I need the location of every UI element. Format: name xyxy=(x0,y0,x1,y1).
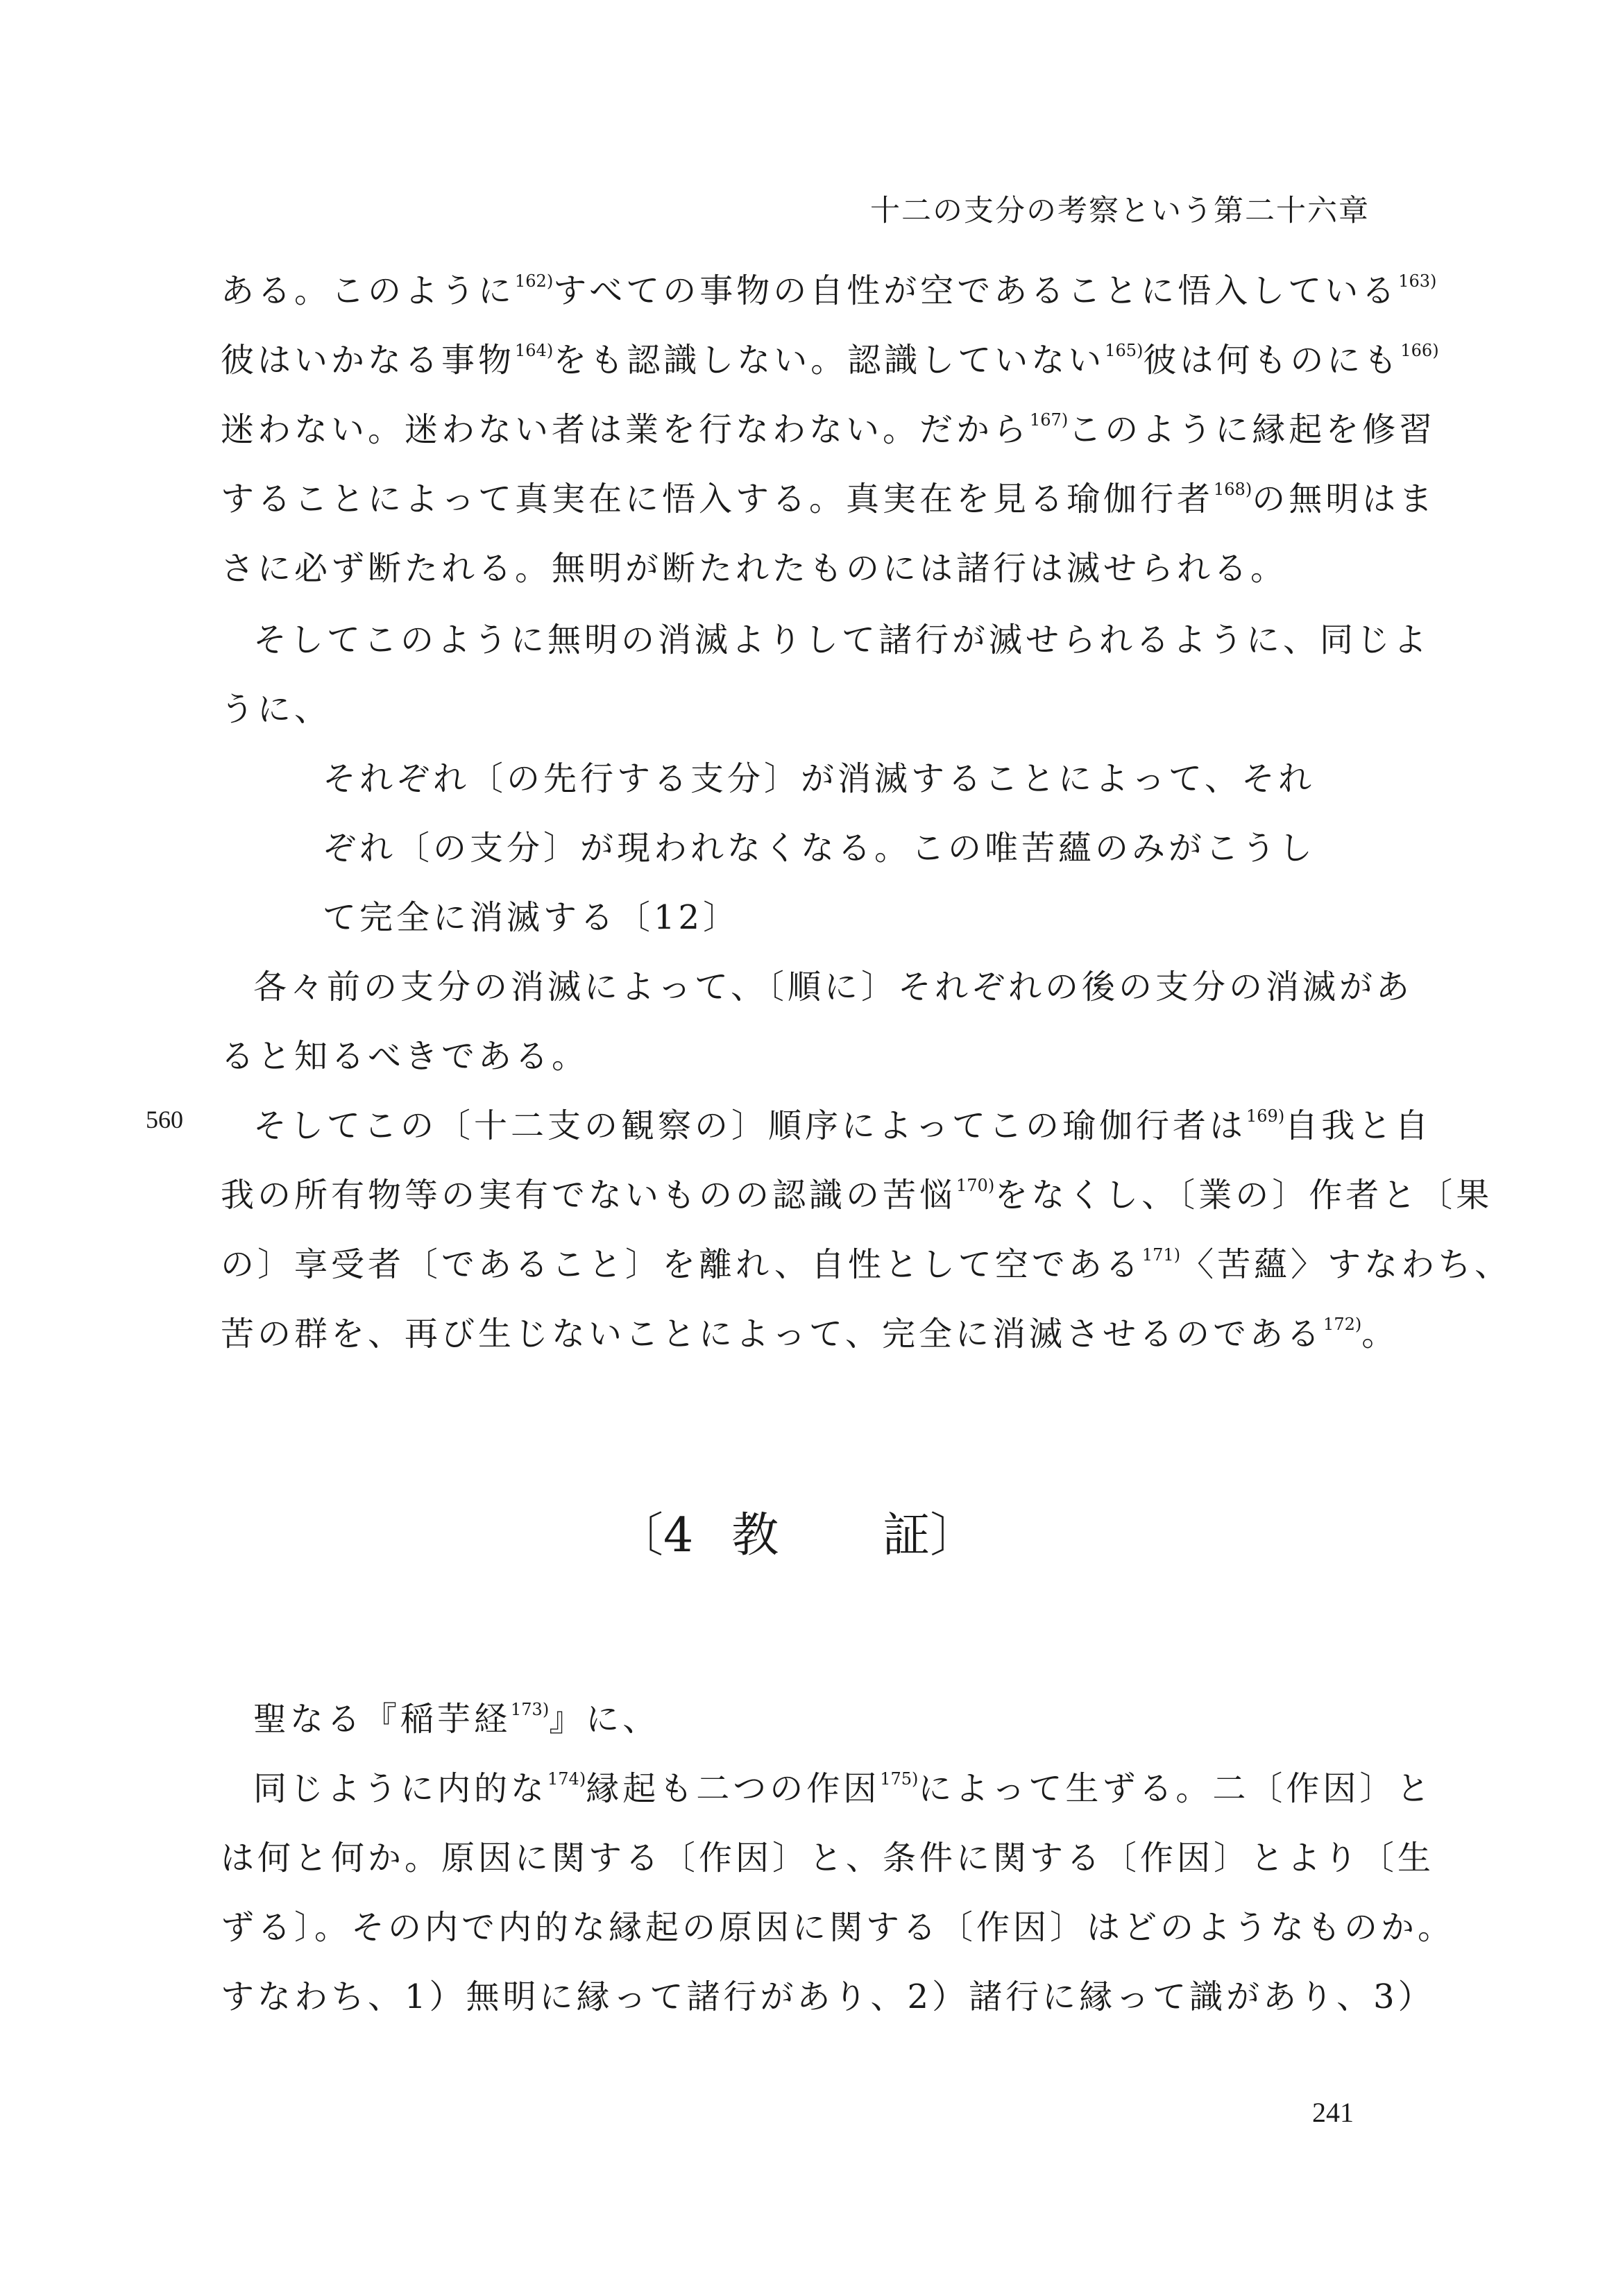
note-ref: 163) xyxy=(1398,271,1437,291)
text-segment: の〕享受者〔であること〕を離れ、自性として空である xyxy=(221,1245,1142,1284)
text-line: ると知るべきである。 xyxy=(221,1037,589,1076)
text-segment: 彼はいかなる事物 xyxy=(221,341,516,380)
text-segment: 自我と自 xyxy=(1284,1106,1432,1145)
text-line: うに、 xyxy=(221,690,332,729)
note-ref: 169) xyxy=(1246,1106,1285,1126)
note-ref: 171) xyxy=(1141,1245,1181,1265)
note-ref: 172) xyxy=(1323,1315,1362,1334)
text-line xyxy=(221,410,1436,449)
text-line xyxy=(221,1176,1493,1215)
text-line xyxy=(221,482,1436,516)
text-segment: によって生ずる。二〔作因〕と xyxy=(918,1769,1434,1808)
text-segment: 〈苦蘊〉すなわち、 xyxy=(1180,1245,1512,1284)
text-line xyxy=(221,1245,1512,1284)
text-segment: 。 xyxy=(1361,1315,1399,1353)
text-line xyxy=(253,1769,1434,1808)
text-segment: 彼は何ものにも xyxy=(1143,341,1401,380)
text-segment: することによって真実在に悟入する。真実在を見る瑜伽行者 xyxy=(221,480,1214,518)
verse-line: ぞれ〔の支分〕が現われなくなる。この唯苦蘊のみがこうし xyxy=(323,829,1316,868)
note-ref: 168) xyxy=(1214,480,1252,499)
note-ref: 164) xyxy=(515,341,554,360)
note-ref: 175) xyxy=(880,1769,919,1789)
note-ref: 166) xyxy=(1400,341,1439,360)
text-line: すなわち、1）無明に縁って諸行があり、2）諸行に縁って識があり、3） xyxy=(221,1977,1435,2016)
text-segment: 縁起も二つの作因 xyxy=(586,1769,881,1808)
text-segment: 同じように内的な xyxy=(253,1769,548,1808)
heading-word: 証〕 xyxy=(883,1508,978,1563)
note-ref: 174) xyxy=(547,1769,586,1789)
text-line: 各々前の支分の消滅によって、〔順に〕それぞれの後の支分の消滅があ xyxy=(253,968,1413,1006)
section-heading xyxy=(616,1498,977,1565)
text-line: は何と何か。原因に関する〔作因〕と、条件に関する〔作因〕とより〔生 xyxy=(221,1839,1435,1877)
verse-line: それぞれ〔の先行する支分〕が消滅することによって、それ xyxy=(323,759,1316,798)
text-segment: ある。このように xyxy=(221,271,516,310)
text-segment: 』に、 xyxy=(549,1700,660,1739)
text-line: さに必ず断たれる。無明が断たれたものには諸行は滅せられる。 xyxy=(221,549,1288,588)
text-line xyxy=(253,1106,1432,1145)
text-segment: の無明はま xyxy=(1252,480,1436,518)
heading-number: 〔4 xyxy=(616,1508,694,1563)
running-header: 十二の支分の考察という第二十六章 xyxy=(870,194,1370,228)
text-segment: そしてこの〔十二支の観察の〕順序によってこの瑜伽行者は xyxy=(253,1106,1247,1145)
text-segment: 苦の群を、再び生じないことによって、完全に消滅させるのである xyxy=(221,1315,1324,1353)
text-line xyxy=(221,341,1439,380)
text-segment: をも認識しない。認識していない xyxy=(553,341,1105,380)
text-segment: 聖なる『稲芋経 xyxy=(253,1700,511,1739)
note-ref: 170) xyxy=(956,1176,995,1195)
text-segment: 我の所有物等の実有でないものの認識の苦悩 xyxy=(221,1176,957,1215)
note-ref: 167) xyxy=(1030,410,1069,430)
text-line xyxy=(253,1700,660,1739)
verse-line: て完全に消滅する〔12〕 xyxy=(323,898,740,937)
text-segment: このように縁起を修習 xyxy=(1068,410,1436,449)
text-segment: すべての事物の自性が空であることに悟入している xyxy=(553,271,1399,310)
text-segment: 迷わない。迷わない者は業を行なわない。だから xyxy=(221,410,1030,449)
text-line: ずる〕。その内で内的な縁起の原因に関する〔作因〕はどのようなものか。 xyxy=(221,1908,1455,1947)
text-line: そしてこのように無明の消滅よりして諸行が滅せられるように、同じよ xyxy=(253,621,1431,659)
text-line xyxy=(221,271,1437,310)
page-number: 241 xyxy=(1312,2097,1354,2128)
text-line xyxy=(221,1317,1398,1351)
text-segment: をなくし、〔業の〕作者と〔果 xyxy=(994,1176,1493,1215)
margin-number: 560 xyxy=(146,1106,183,1133)
note-ref: 162) xyxy=(515,271,554,291)
note-ref: 165) xyxy=(1105,341,1144,360)
note-ref: 173) xyxy=(511,1700,550,1719)
heading-word: 教 xyxy=(731,1508,779,1563)
